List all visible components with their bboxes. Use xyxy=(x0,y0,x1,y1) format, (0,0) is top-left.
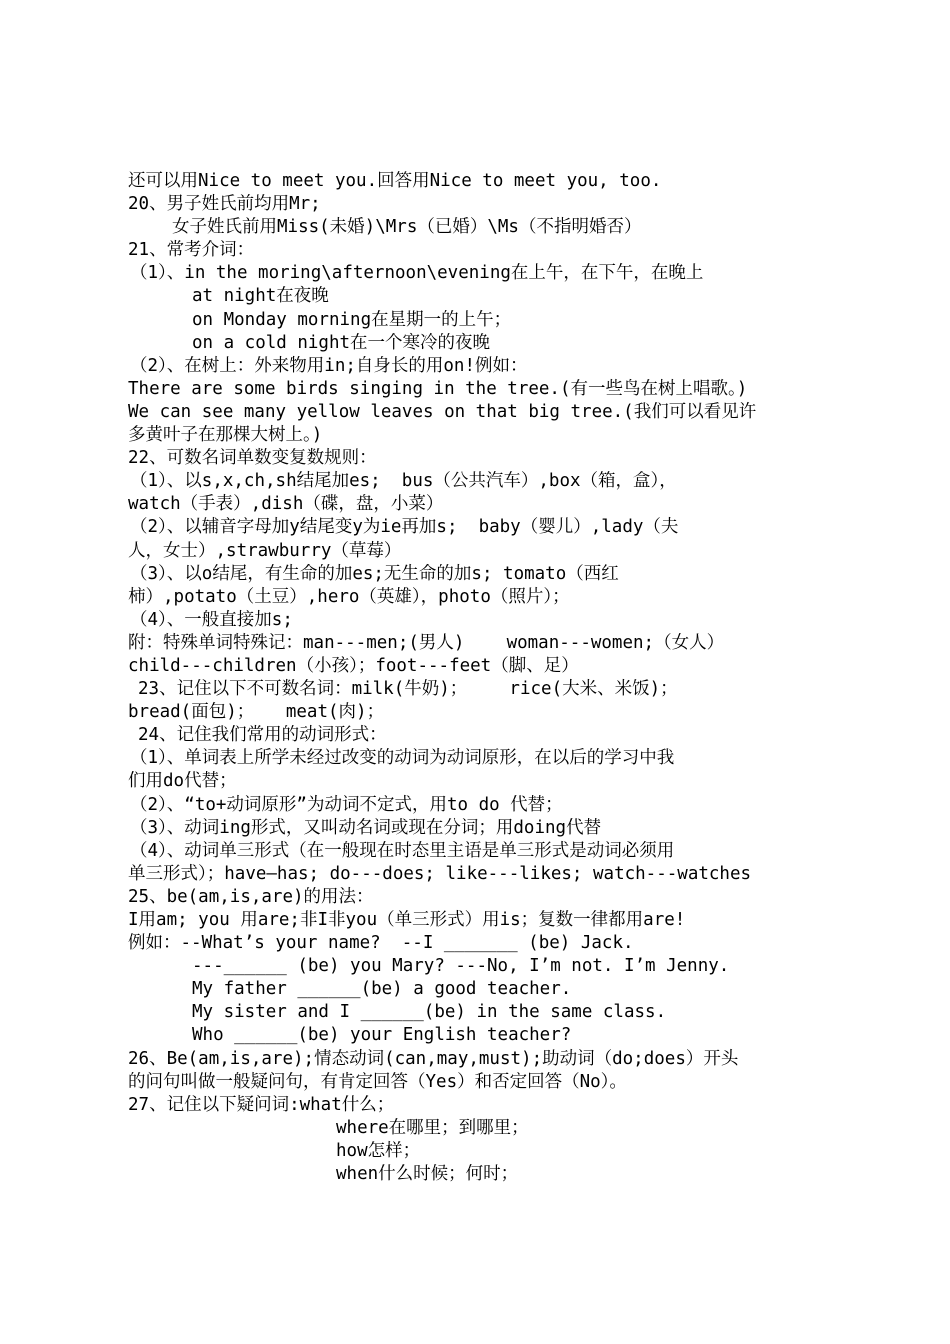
text-line: （1）、单词表上所学未经过改变的动词为动词原形，在以后的学习中我 xyxy=(130,748,675,769)
text-line: 22、可数名词单数变复数规则： xyxy=(128,448,377,469)
text-line: 还可以用Nice to meet you.回答用Nice to meet you, too. xyxy=(128,171,662,191)
text-line: 27、记住以下疑问词:what什么； xyxy=(128,1094,395,1115)
text-line: I用am; you 用are;非I非you（单三形式）用is；复数一律都用are! xyxy=(128,910,686,930)
text-line: 们用do代替； xyxy=(128,771,237,792)
document-body xyxy=(128,170,834,1186)
text-line: ---______ (be) you Mary? ---No, I’m not. I’m Jenny. xyxy=(192,956,730,977)
text-line: 21、常考介词： xyxy=(128,240,255,261)
text-line: on Monday morning在星期一的上午； xyxy=(192,309,512,330)
text-line: 柿）,potato（土豆）,hero（英雄），photo（照片）； xyxy=(128,586,570,607)
text-line: when什么时候；何时； xyxy=(336,1164,519,1185)
text-line: 多黄叶子在那棵大树上。) xyxy=(128,425,323,446)
text-line: on a cold night在一个寒冷的夜晚 xyxy=(192,332,491,353)
text-line: （2）、“to+动词原形”为动词不定式，用to do 代替； xyxy=(130,794,563,815)
text-line: （2）、在树上：外来物用in;自身长的用on!例如： xyxy=(130,355,528,376)
text-line: （1）、以s,x,ch,sh结尾加es; bus（公共汽车）,box（箱，盒）， xyxy=(130,471,677,492)
text-line: We can see many yellow leaves on that big tree.(我们可以看见许 xyxy=(128,401,757,422)
text-line: 例如：--What’s your name? --I _______ (be) Jack. xyxy=(128,933,634,954)
text-line: 24、记住我们常用的动词形式： xyxy=(138,725,387,746)
text-line: bread(面包)； meat(肉)； xyxy=(128,702,385,723)
text-line: There are some birds singing in the tree.(有一些鸟在树上唱歌。) xyxy=(128,378,748,399)
text-line: Who ______(be) your English teacher? xyxy=(192,1025,572,1046)
text-line: how怎样； xyxy=(336,1140,421,1161)
text-line: 23、记住以下不可数名词：milk(牛奶)； rice(大米、米饭)； xyxy=(138,679,678,700)
text-line: 的问句叫做一般疑问句，有肯定回答（Yes）和否定回答（No）。 xyxy=(128,1071,627,1092)
text-line: （1）、in the moring\afternoon\evening在上午，在下午，在晚上 xyxy=(130,263,704,284)
text-line: 25、be(am,is,are)的用法： xyxy=(128,886,374,907)
text-line: （2）、以辅音字母加y结尾变y为ie再加s; baby（婴儿）,lady（夫 xyxy=(130,517,679,538)
text-line: My father ______(be) a good teacher. xyxy=(192,979,572,1000)
text-line: 人，女士）,strawburry（草莓） xyxy=(128,540,402,561)
text-line: at night在夜晚 xyxy=(192,286,329,307)
text-line: My sister and I ______(be) in the same class. xyxy=(192,1002,667,1023)
text-line: watch（手表）,dish（碟，盘，小菜） xyxy=(128,494,444,515)
text-line: （4）、一般直接加s; xyxy=(130,609,293,630)
text-line: where在哪里；到哪里； xyxy=(336,1117,529,1138)
text-line: 女子姓氏前用Miss(未婚)\Mrs（已婚）\Ms（不指明婚否） xyxy=(172,217,642,238)
text-line: 单三形式）；have—has; do---does; like---likes; watch---watches xyxy=(128,863,752,884)
text-line: （3）、以o结尾，有生命的加es;无生命的加s; tomato（西红 xyxy=(130,563,619,584)
text-line: child---children（小孩）；foot---feet（脚、足） xyxy=(128,655,579,676)
text-line: 26、Be(am,is,are);情态动词(can,may,must);助动词（do;does）开头 xyxy=(128,1048,739,1069)
text-line: （4）、动词单三形式（在一般现在时态里主语是单三形式是动词必须用 xyxy=(130,840,675,861)
text-line: （3）、动词ing形式，又叫动名词或现在分词；用doing代替 xyxy=(130,817,602,838)
text-line: 附：特殊单词特殊记：man---men;(男人) woman---women;（女人） xyxy=(128,632,725,653)
text-line: 20、男子姓氏前均用Mr; xyxy=(128,194,321,215)
